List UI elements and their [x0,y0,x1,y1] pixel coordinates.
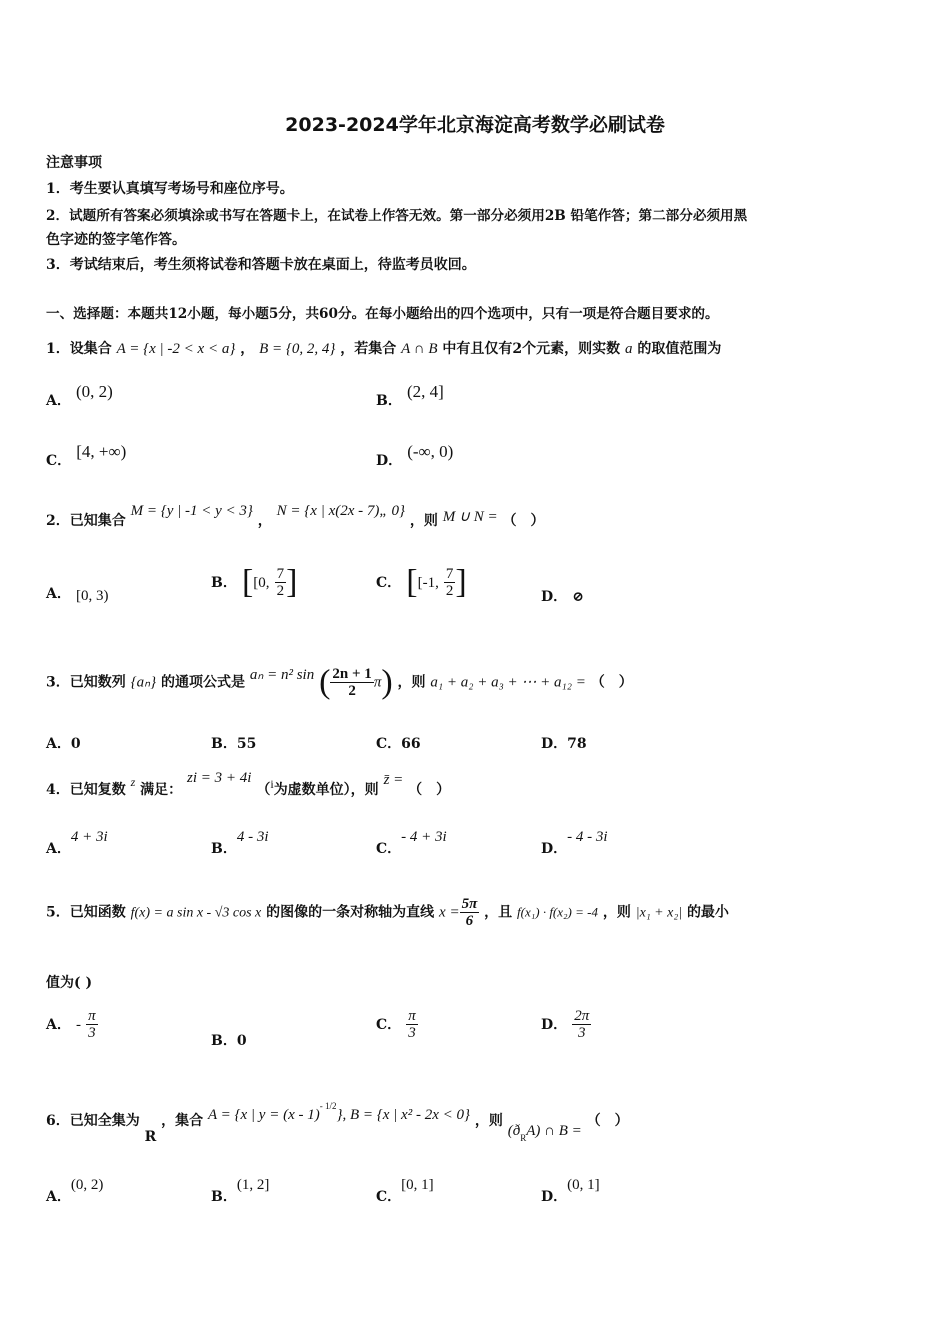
option-value: (1, 2] [236,1177,270,1193]
denominator: 3 [577,1025,586,1041]
bracket-open: [ [406,563,418,601]
q6-paren: （ ） [586,1113,629,1129]
denominator: 2 [276,583,285,599]
q2-comma: ， [257,513,272,529]
option-value: [0, 1] [401,1177,434,1193]
q4-eq: zi = 3 + 4i [187,770,252,786]
q2-option-d[interactable] [541,586,584,606]
denominator: 2 [348,683,356,699]
option-label: B． [376,393,402,409]
option-value: [4, +∞) [76,442,127,461]
q5-abs: |x₁ + x₂| [635,905,683,921]
q3-option-c[interactable] [376,733,421,753]
option-value: 66 [401,736,421,752]
q5-suffix: 的最小 [686,904,729,921]
denominator: 3 [88,1025,96,1041]
numerator: 5π [461,896,478,912]
q5-line2: 值为( ) [46,975,93,991]
q1-comma: ， [240,341,255,357]
fraction [406,1008,418,1041]
q2-mid: ，则 [409,513,438,529]
denominator: 6 [465,913,474,929]
q1-option-a[interactable] [46,382,113,410]
q5-prefix: 5．已知函数 [46,904,126,921]
option-label: B． [211,1189,237,1205]
q5-xeq: x = [439,904,460,921]
q5-mid: 的图像的一条对称轴为直线 [266,904,435,921]
q2-option-c[interactable] [376,563,467,601]
q1-var: a [625,341,633,357]
option-label: B． [211,1033,237,1049]
option-value: - 4 - 3i [567,829,608,845]
bracket-close: ] [286,563,298,601]
option-label: A． [46,1189,71,1205]
q6-expr-sub: R [520,1132,527,1143]
numerator: π [408,1008,416,1024]
q2-option-a[interactable] [46,583,108,603]
numerator: 7 [445,566,454,582]
q4-conj: z̄ = [383,772,404,788]
q4-option-a[interactable] [46,829,108,858]
option-value: ⊘ [572,589,584,605]
option-value: 55 [236,736,257,752]
q6-set-a-close: }, B = {x | x² - 2x < 0} [336,1107,470,1123]
q1-option-d[interactable] [376,442,454,470]
q5-cond: f(x₁) · f(x₂) = -4 [517,904,598,920]
option-label: D． [541,1017,568,1033]
q4-mid: 满足： [140,782,183,798]
q4-var: z [130,775,136,789]
q1-set-a: A = {x | -2 < x < a} [116,341,236,357]
question-2 [46,503,545,530]
q5-func: f(x) = a sin x - √3 cos x [130,905,262,921]
option-label: A． [46,736,71,752]
q4-option-b[interactable] [211,829,269,858]
q4-note: 为虚数单位），则 [273,782,379,798]
q4-paren: （ ） [408,782,451,798]
numerator: 7 [276,566,285,582]
numerator: 2n + 1 [332,666,372,682]
notice-item: 1．考生要认真填写考场号和座位序号。 [46,181,294,197]
q6-expr2: A) ∩ B = [526,1123,582,1139]
option-value: 4 - 3i [236,829,269,845]
q2-set-n: N = {x | x(2x - 7)„ 0} [276,503,405,519]
q1-suffix: 中有且仅有2个元素，则实数 [442,341,621,357]
q4-paren-open: （ [256,782,271,798]
q6-mid: ，集合 [161,1113,204,1129]
bracket-open: [ [241,563,254,601]
option-label: D． [541,841,568,857]
option-sign: - [75,1017,81,1033]
option-label: C． [376,736,402,752]
option-label: C． [376,1017,402,1033]
fraction [86,1008,98,1041]
option-label: A． [46,1017,71,1033]
q4-prefix: 4．已知复数 [46,782,126,798]
q4-option-d[interactable] [541,829,608,858]
option-label: C． [376,575,402,591]
q3-mid: 的通项公式是 [160,674,245,691]
denominator: 2 [445,583,454,599]
q2-expr: M ∪ N = [442,509,498,525]
q1-expr: A ∩ B [401,341,438,357]
question-3 [46,663,633,701]
option-value: (-∞, 0) [407,442,454,461]
q5-option-a[interactable] [46,1008,98,1041]
option-value: [0, [253,575,270,591]
option-label: D． [541,589,568,605]
q1-suffix2: 的取值范围为 [637,341,722,357]
notice-heading: 注意事项 [46,155,102,171]
numerator: 2π [574,1008,590,1024]
option-value: (2, 4] [406,382,444,401]
option-value: [-1, [417,575,439,591]
q6-R: R [144,1129,157,1145]
option-label: B． [211,575,237,591]
q2-prefix: 2．已知集合 [46,513,126,529]
option-value: 4 + 3i [70,829,108,845]
option-value: 78 [567,736,587,752]
section-heading: 一、选择题：本题共12小题，每小题5分，共60分。在每小题给出的四个选项中，只有一项是符合题目要求的。 [46,306,719,322]
option-value: - 4 + 3i [401,829,447,845]
notice-item: 3．考试结束后，考生须将试卷和答题卡放在桌面上，待监考员收回。 [46,257,476,273]
option-label: B． [211,736,237,752]
option-label: D． [541,1189,568,1205]
option-label: C． [46,453,72,469]
q1-set-b: B = {0, 2, 4} [259,341,336,357]
option-value: (0, 2) [70,1177,104,1193]
q5-option-c[interactable] [376,1008,418,1041]
q6-option-a[interactable] [46,1177,104,1206]
q3-mid2: ，则 [397,674,426,691]
q2-option-b[interactable] [211,563,298,601]
bracket-close: ] [455,563,467,601]
q5-mid2: ，且 [484,904,513,921]
question-6 [46,1101,629,1145]
fraction [444,566,456,599]
question-5 [46,896,729,929]
q4-i: i [270,777,274,791]
option-label: C． [376,841,402,857]
q3-option-b[interactable] [211,733,256,753]
q6-expr: (ð [507,1123,521,1139]
q1-option-b[interactable] [376,382,444,410]
q1-prefix: 1．设集合 [46,341,112,357]
q3-seq: {aₙ} [130,674,157,691]
option-value: (0, 2) [75,382,113,401]
paren-open: ( [319,663,331,701]
q5-fraction [460,896,480,929]
q3-pi: π [373,674,382,691]
page-title: 2023-2024学年北京海淀高考数学必刷试卷 [285,114,665,136]
option-label: D． [376,453,403,469]
paren-close: ) [381,663,393,701]
q6-option-c[interactable] [376,1177,434,1206]
fraction [275,566,287,599]
option-label: C． [376,1189,402,1205]
option-label: A． [46,586,71,602]
question-4 [46,770,451,799]
option-label: A． [46,393,71,409]
option-label: B． [211,841,237,857]
option-label: A． [46,841,71,857]
q5-option-b[interactable] [211,1030,247,1050]
notice-item: 2．试题所有答案必须填涂或书写在答题卡上，在试卷上作答无效。第一部分必须用2B 铅笔作答；第二部分必须用黑 [46,208,748,224]
option-value: 0 [70,736,81,752]
q6-exp: - 1/2 [319,1101,337,1112]
fraction [572,1008,591,1041]
question-1 [46,338,721,358]
q6-option-d[interactable] [541,1177,600,1206]
q3-sum: a₁ + a₂ + a₃ + ⋯ + a₁₂ = [430,674,586,691]
q4-option-c[interactable] [376,829,447,858]
q2-paren: （ ） [502,513,545,529]
q3-fraction [330,666,373,699]
option-value: (0, 1] [567,1177,600,1193]
notice-item: 色字迹的签字笔作答。 [46,232,186,248]
denominator: 3 [408,1025,416,1041]
option-value: [0, 3) [75,588,109,604]
q6-mid2: ，则 [474,1113,503,1129]
q6-set-a: A = {x | y = (x - 1) [208,1107,320,1123]
q5-option-d[interactable] [541,1008,591,1041]
q3-option-d[interactable] [541,733,587,753]
option-value: 0 [236,1033,247,1049]
q3-prefix: 3．已知数列 [46,674,126,691]
q3-formula: aₙ = n² sin [249,666,315,683]
q5-mid3: ，则 [602,904,631,921]
option-label: D． [541,736,568,752]
q6-prefix: 6．已知全集为 [46,1113,140,1129]
q2-set-m: M = {y | -1 < y < 3} [130,503,253,519]
numerator: π [88,1008,96,1024]
q6-option-b[interactable] [211,1177,270,1206]
q3-option-a[interactable] [46,733,81,753]
q1-option-c[interactable] [46,442,127,470]
q1-mid: ，若集合 [340,341,397,357]
q3-paren: （ ） [590,674,633,691]
